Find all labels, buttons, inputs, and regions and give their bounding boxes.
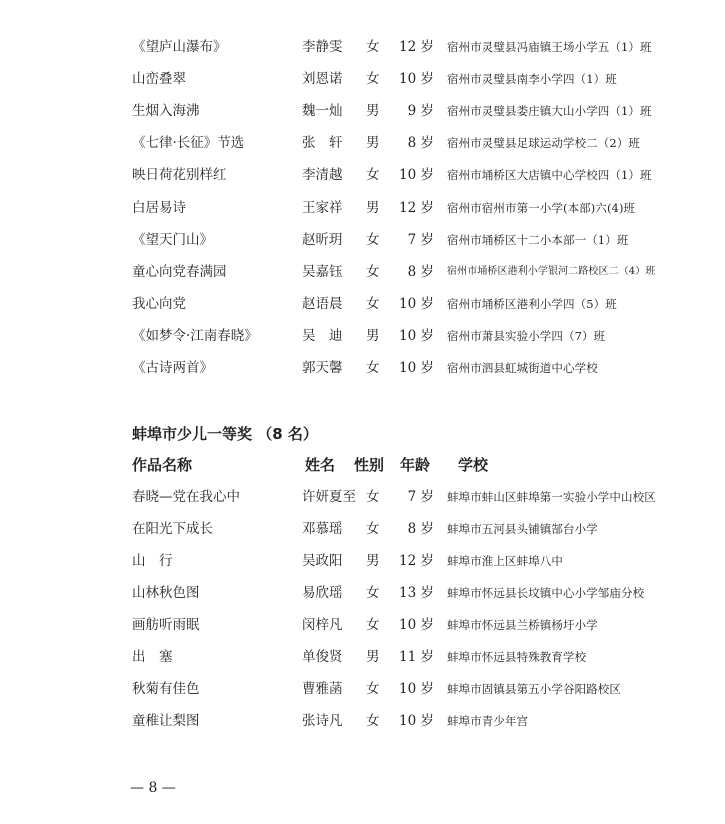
work-title: 《如梦令·江南春晓》 xyxy=(132,327,258,344)
table-header xyxy=(0,453,725,477)
work-title: 《七律·长征》节选 xyxy=(132,135,245,152)
table-row xyxy=(0,260,725,284)
table-row xyxy=(0,163,725,187)
school-name: 宿州市灵璧县南李小学四（1）班 xyxy=(447,72,617,87)
student-name: 许妍夏至 xyxy=(302,489,356,505)
gender: 女 xyxy=(366,489,380,505)
age: 10 岁 xyxy=(399,327,434,344)
work-title: 在阳光下成长 xyxy=(132,521,213,537)
student-name: 闵梓凡 xyxy=(302,617,343,633)
age: 8 岁 xyxy=(407,135,434,152)
section-title: 蚌埠市少儿一等奖 （8 名） xyxy=(132,425,318,443)
table-row xyxy=(0,228,725,252)
table-row xyxy=(0,677,725,701)
age: 11 岁 xyxy=(399,649,434,665)
student-name: 李清越 xyxy=(302,167,343,184)
age: 10 岁 xyxy=(399,295,434,312)
gender: 男 xyxy=(366,649,380,665)
school-name: 蚌埠市青少年宫 xyxy=(447,714,529,728)
student-name: 郭天馨 xyxy=(302,360,343,376)
table-row xyxy=(0,35,725,59)
gender: 女 xyxy=(366,521,380,537)
work-title: 秋菊有佳色 xyxy=(132,681,200,697)
table-row xyxy=(0,131,725,155)
student-name: 易欣瑶 xyxy=(302,585,343,601)
table-row xyxy=(0,581,725,605)
work-title: 《望庐山瀑布》 xyxy=(132,39,227,55)
student-name: 吴 迪 xyxy=(302,327,343,344)
header-title: 作品名称 xyxy=(132,456,193,474)
age: 12 岁 xyxy=(399,39,434,55)
age: 12 岁 xyxy=(399,199,434,216)
page-number: — 8 — xyxy=(130,780,176,796)
gender: 女 xyxy=(366,263,380,280)
student-name: 王家祥 xyxy=(302,199,343,216)
gender: 男 xyxy=(366,199,380,216)
gender: 女 xyxy=(366,231,380,248)
work-title: 春晓—党在我心中 xyxy=(132,489,240,505)
school-name: 宿州市泗县虹城街道中心学校 xyxy=(447,361,598,375)
gender: 女 xyxy=(366,681,380,697)
work-title: 生烟入海沸 xyxy=(132,103,200,120)
age: 10 岁 xyxy=(399,71,434,88)
age: 7 岁 xyxy=(407,231,434,248)
age: 10 岁 xyxy=(399,167,434,184)
gender: 女 xyxy=(366,71,380,88)
table-row xyxy=(0,356,725,380)
gender: 女 xyxy=(366,585,380,601)
table-row xyxy=(0,485,725,509)
school-name: 宿州市宿州市第一小学(本部)六(4)班 xyxy=(447,200,636,215)
header-school: 学校 xyxy=(458,456,489,474)
work-title: 山林秋色图 xyxy=(132,585,200,601)
school-name: 宿州市灵璧县足球运动学校二（2）班 xyxy=(447,136,641,151)
school-name: 蚌埠市怀远县兰桥镇杨圩小学 xyxy=(447,618,598,632)
school-name: 宿州市埇桥区十二小本部一（1）班 xyxy=(447,232,629,247)
header-gender: 性别 xyxy=(354,456,385,474)
age: 8 岁 xyxy=(407,521,434,537)
school-name: 蚌埠市怀远县长坟镇中心小学邹庙分校 xyxy=(447,586,645,600)
work-title: 《望天门山》 xyxy=(132,231,213,248)
table-row xyxy=(0,99,725,123)
table-row xyxy=(0,709,725,733)
age: 10 岁 xyxy=(399,713,434,729)
gender: 女 xyxy=(366,295,380,312)
header-name: 姓名 xyxy=(305,456,336,474)
student-name: 张 轩 xyxy=(302,135,343,152)
school-name: 宿州市灵璧县娄庄镇大山小学四（1）班 xyxy=(447,104,652,119)
age: 8 岁 xyxy=(407,263,434,280)
table-row xyxy=(0,549,725,573)
table-row xyxy=(0,645,725,669)
school-name: 宿州市埇桥区港利小学银河二路校区二（4）班 xyxy=(447,265,656,277)
work-title: 山峦叠翠 xyxy=(132,71,186,88)
work-title: 画舫听雨眠 xyxy=(132,617,200,633)
school-name: 宿州市埇桥区大店镇中心学校四（1）班 xyxy=(447,168,652,183)
work-title: 童心向党春满园 xyxy=(132,263,227,280)
student-name: 吴嘉钰 xyxy=(302,263,343,280)
age: 9 岁 xyxy=(407,103,434,120)
student-name: 邓慕瑶 xyxy=(302,521,343,537)
school-name: 蚌埠市固镇县第五小学谷阳路校区 xyxy=(447,682,621,696)
school-name: 宿州市灵璧县冯庙镇王场小学五（1）班 xyxy=(447,40,652,54)
table-row xyxy=(0,196,725,220)
age: 10 岁 xyxy=(399,681,434,697)
student-name: 魏一灿 xyxy=(302,103,343,120)
student-name: 赵昕玥 xyxy=(302,231,343,248)
work-title: 童稚让梨图 xyxy=(132,713,200,729)
student-name: 曹雅菡 xyxy=(302,681,343,697)
header-age: 年龄 xyxy=(400,456,431,474)
school-name: 蚌埠市怀远县特殊教育学校 xyxy=(447,650,587,664)
work-title: 映日荷花别样红 xyxy=(132,167,227,184)
student-name: 李静雯 xyxy=(302,39,343,55)
school-name: 蚌埠市淮上区蚌埠八中 xyxy=(447,554,563,568)
student-name: 张诗凡 xyxy=(302,713,343,729)
table-row xyxy=(0,517,725,541)
work-title: 白居易诗 xyxy=(132,199,186,216)
gender: 女 xyxy=(366,39,380,55)
gender: 男 xyxy=(366,135,380,152)
student-name: 单俊贤 xyxy=(302,649,343,665)
student-name: 吴政阳 xyxy=(302,553,343,569)
gender: 男 xyxy=(366,327,380,344)
age: 13 岁 xyxy=(399,585,434,601)
age: 7 岁 xyxy=(407,489,434,505)
gender: 女 xyxy=(366,167,380,184)
gender: 男 xyxy=(366,553,380,569)
gender: 女 xyxy=(366,617,380,633)
school-name: 宿州市萧县实验小学四（7）班 xyxy=(447,328,606,343)
work-title: 《古诗两首》 xyxy=(132,360,213,376)
gender: 女 xyxy=(366,713,380,729)
student-name: 刘恩诺 xyxy=(302,71,343,88)
age: 12 岁 xyxy=(399,553,434,569)
table-row xyxy=(0,613,725,637)
table-row xyxy=(0,67,725,91)
work-title: 我心向党 xyxy=(132,295,186,312)
school-name: 蚌埠市五河县头铺镇郜台小学 xyxy=(447,522,598,536)
age: 10 岁 xyxy=(399,360,434,376)
age: 10 岁 xyxy=(399,617,434,633)
table-row xyxy=(0,324,725,348)
work-title: 出 塞 xyxy=(132,649,173,665)
school-name: 宿州市埇桥区港利小学四（5）班 xyxy=(447,296,617,311)
gender: 男 xyxy=(366,103,380,120)
gender: 女 xyxy=(366,360,380,376)
student-name: 赵语晨 xyxy=(302,295,343,312)
table-row xyxy=(0,292,725,316)
school-name: 蚌埠市蚌山区蚌埠第一实验小学中山校区 xyxy=(447,490,656,504)
work-title: 山 行 xyxy=(132,553,173,569)
